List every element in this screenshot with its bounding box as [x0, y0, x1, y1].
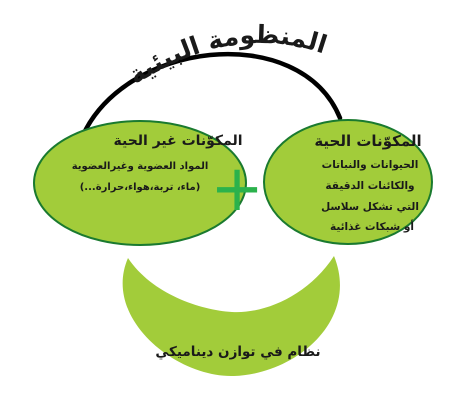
abiotic-line-2: (ماء، تربة،هواء،حرارة...)	[79, 182, 201, 193]
biotic-line-2: والكائنات الدقيقة	[325, 180, 415, 192]
biotic-line-3: التي تشكل سلاسل	[321, 201, 419, 213]
biotic-heading: المكوّنات الحية	[314, 132, 422, 150]
result-text: نظام في توازن ديناميكي	[155, 344, 321, 360]
biotic-line-4: أو شبكات غذائية	[329, 221, 415, 233]
diagram-title: المنظومة البيئية	[122, 19, 331, 90]
abiotic-line-1: المواد العضوية وغيرالعضوية	[71, 161, 209, 172]
plus-operator: +	[210, 152, 264, 226]
biotic-line-1: الحيوانات والنباتات	[321, 159, 419, 171]
abiotic-heading: المكوّنات غير الحية	[113, 133, 243, 149]
